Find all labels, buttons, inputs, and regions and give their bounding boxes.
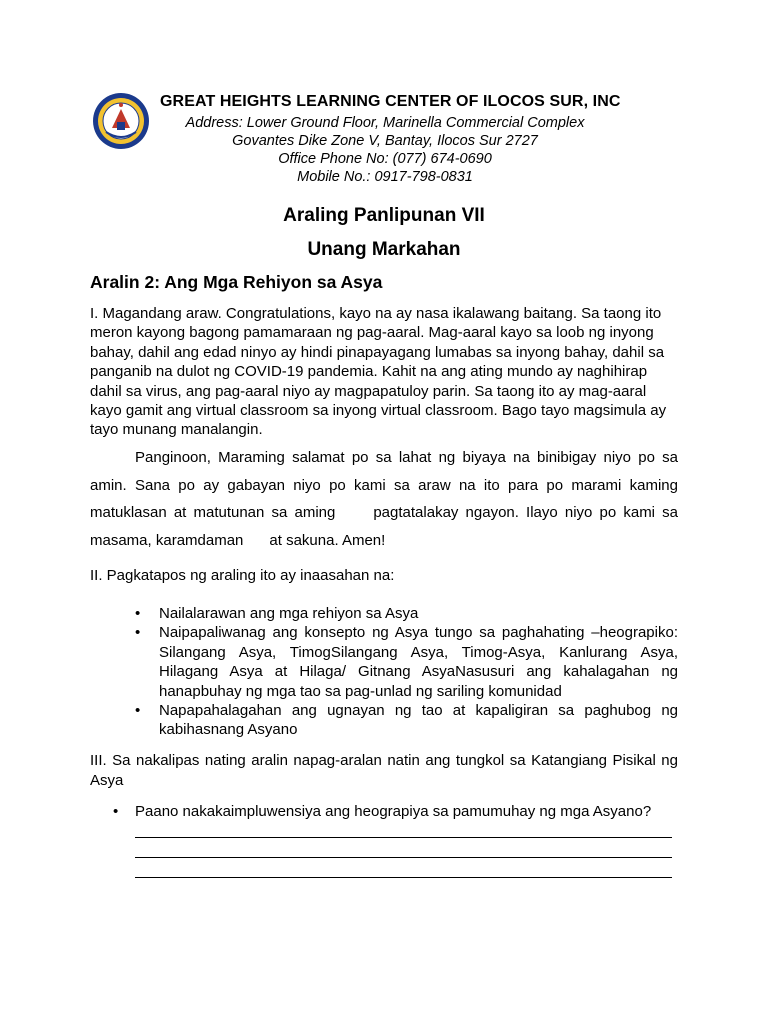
bullet-icon: • (113, 803, 119, 820)
intro-paragraph: I. Magandang araw. Congratulations, kayo na ay nasa ikalawang baitang. Sa taong ito meron kayong bagong pamamaraan ng pag-aaral. Mag-aaral kayo sa loob ng inyong bahay, dahil ang edad ninyo ay hindi pinapayagang lumabas sa inyong bahay, dahil sa panganib na dulot ng COVID-19 pandemia. Kahit na ang ating mundo ay naghihirap dahil sa virus, ang pag-aaral niyo ay magpapatuloy parin. Sa taong ito ay mag-aaral kayo gamit ang virtual classroom sa inyong virtual classroom. Bago tayo magsimula ay tayo munang manalangin. (90, 305, 667, 439)
subject-title: Araling Panlipunan VII (283, 205, 485, 226)
prayer-paragraph (90, 444, 678, 554)
answer-line[interactable] (135, 877, 672, 878)
lesson-title: Aralin 2: Ang Mga Rehiyon sa Asya (90, 272, 383, 292)
address-line-2: Govantes Dike Zone V, Bantay, Ilocos Sur 2727 (232, 133, 538, 149)
prayer-text-2: pagtatalakay ngayon. Ilayo niyo po kami sa masama, karamdaman (90, 504, 678, 549)
prayer-text-3: at sakuna. Amen! (269, 531, 386, 549)
objectives-heading: II. Pagkatapos ng araling ito ay inaasahan na: (90, 567, 395, 584)
objectives-list (135, 604, 678, 740)
mobile-number: Mobile No.: 0917-798-0831 (297, 169, 473, 185)
quarter-title: Unang Markahan (307, 239, 461, 260)
prayer-text-1: Panginoon, Maraming salamat po sa lahat ng biyaya na binibigay niyo po sa amin. Sana po ay gabayan niyo po kami sa araw na ito para po marami kaming matuklasan at matutunan sa aming (90, 449, 678, 521)
review-question-text: Paano nakakaimpluwensiya ang heograpiya sa pamumuhay ng mga Asyano? (135, 803, 652, 820)
school-seal-icon (92, 92, 150, 150)
review-heading: III. Sa nakalipas nating aralin napag-aralan natin ang tungkol sa Katangiang Pisikal ng Asya (90, 752, 678, 789)
address-line-1: Address: Lower Ground Floor, Marinella Commercial Complex (185, 115, 585, 131)
review-question (113, 803, 651, 820)
school-name: GREAT HEIGHTS LEARNING CENTER OF ILOCOS SUR, INC (160, 93, 621, 110)
objective-item: • Napapahalagahan ang ugnayan ng tao at kapaligiran sa paghubog ng kabihasnang Asyano (135, 701, 678, 740)
objective-item: • Naipapaliwanag ang konsepto ng Asya tungo sa paghahating –heograpiko: Silangang Asya, TimogSilangang Asya, Timog-Asya, Kanlurang Asya, Hilagang Asya at Hilaga/ Gitnang AsyaNasusuri ang kahalagahan ng hanapbuhay ng mga tao sa pag-unlad ng sariling komunidad (135, 623, 678, 701)
answer-line[interactable] (135, 857, 672, 858)
answer-line[interactable] (135, 837, 672, 838)
office-phone: Office Phone No: (077) 674-0690 (278, 151, 492, 167)
objective-item: • Nailalarawan ang mga rehiyon sa Asya (135, 604, 678, 623)
